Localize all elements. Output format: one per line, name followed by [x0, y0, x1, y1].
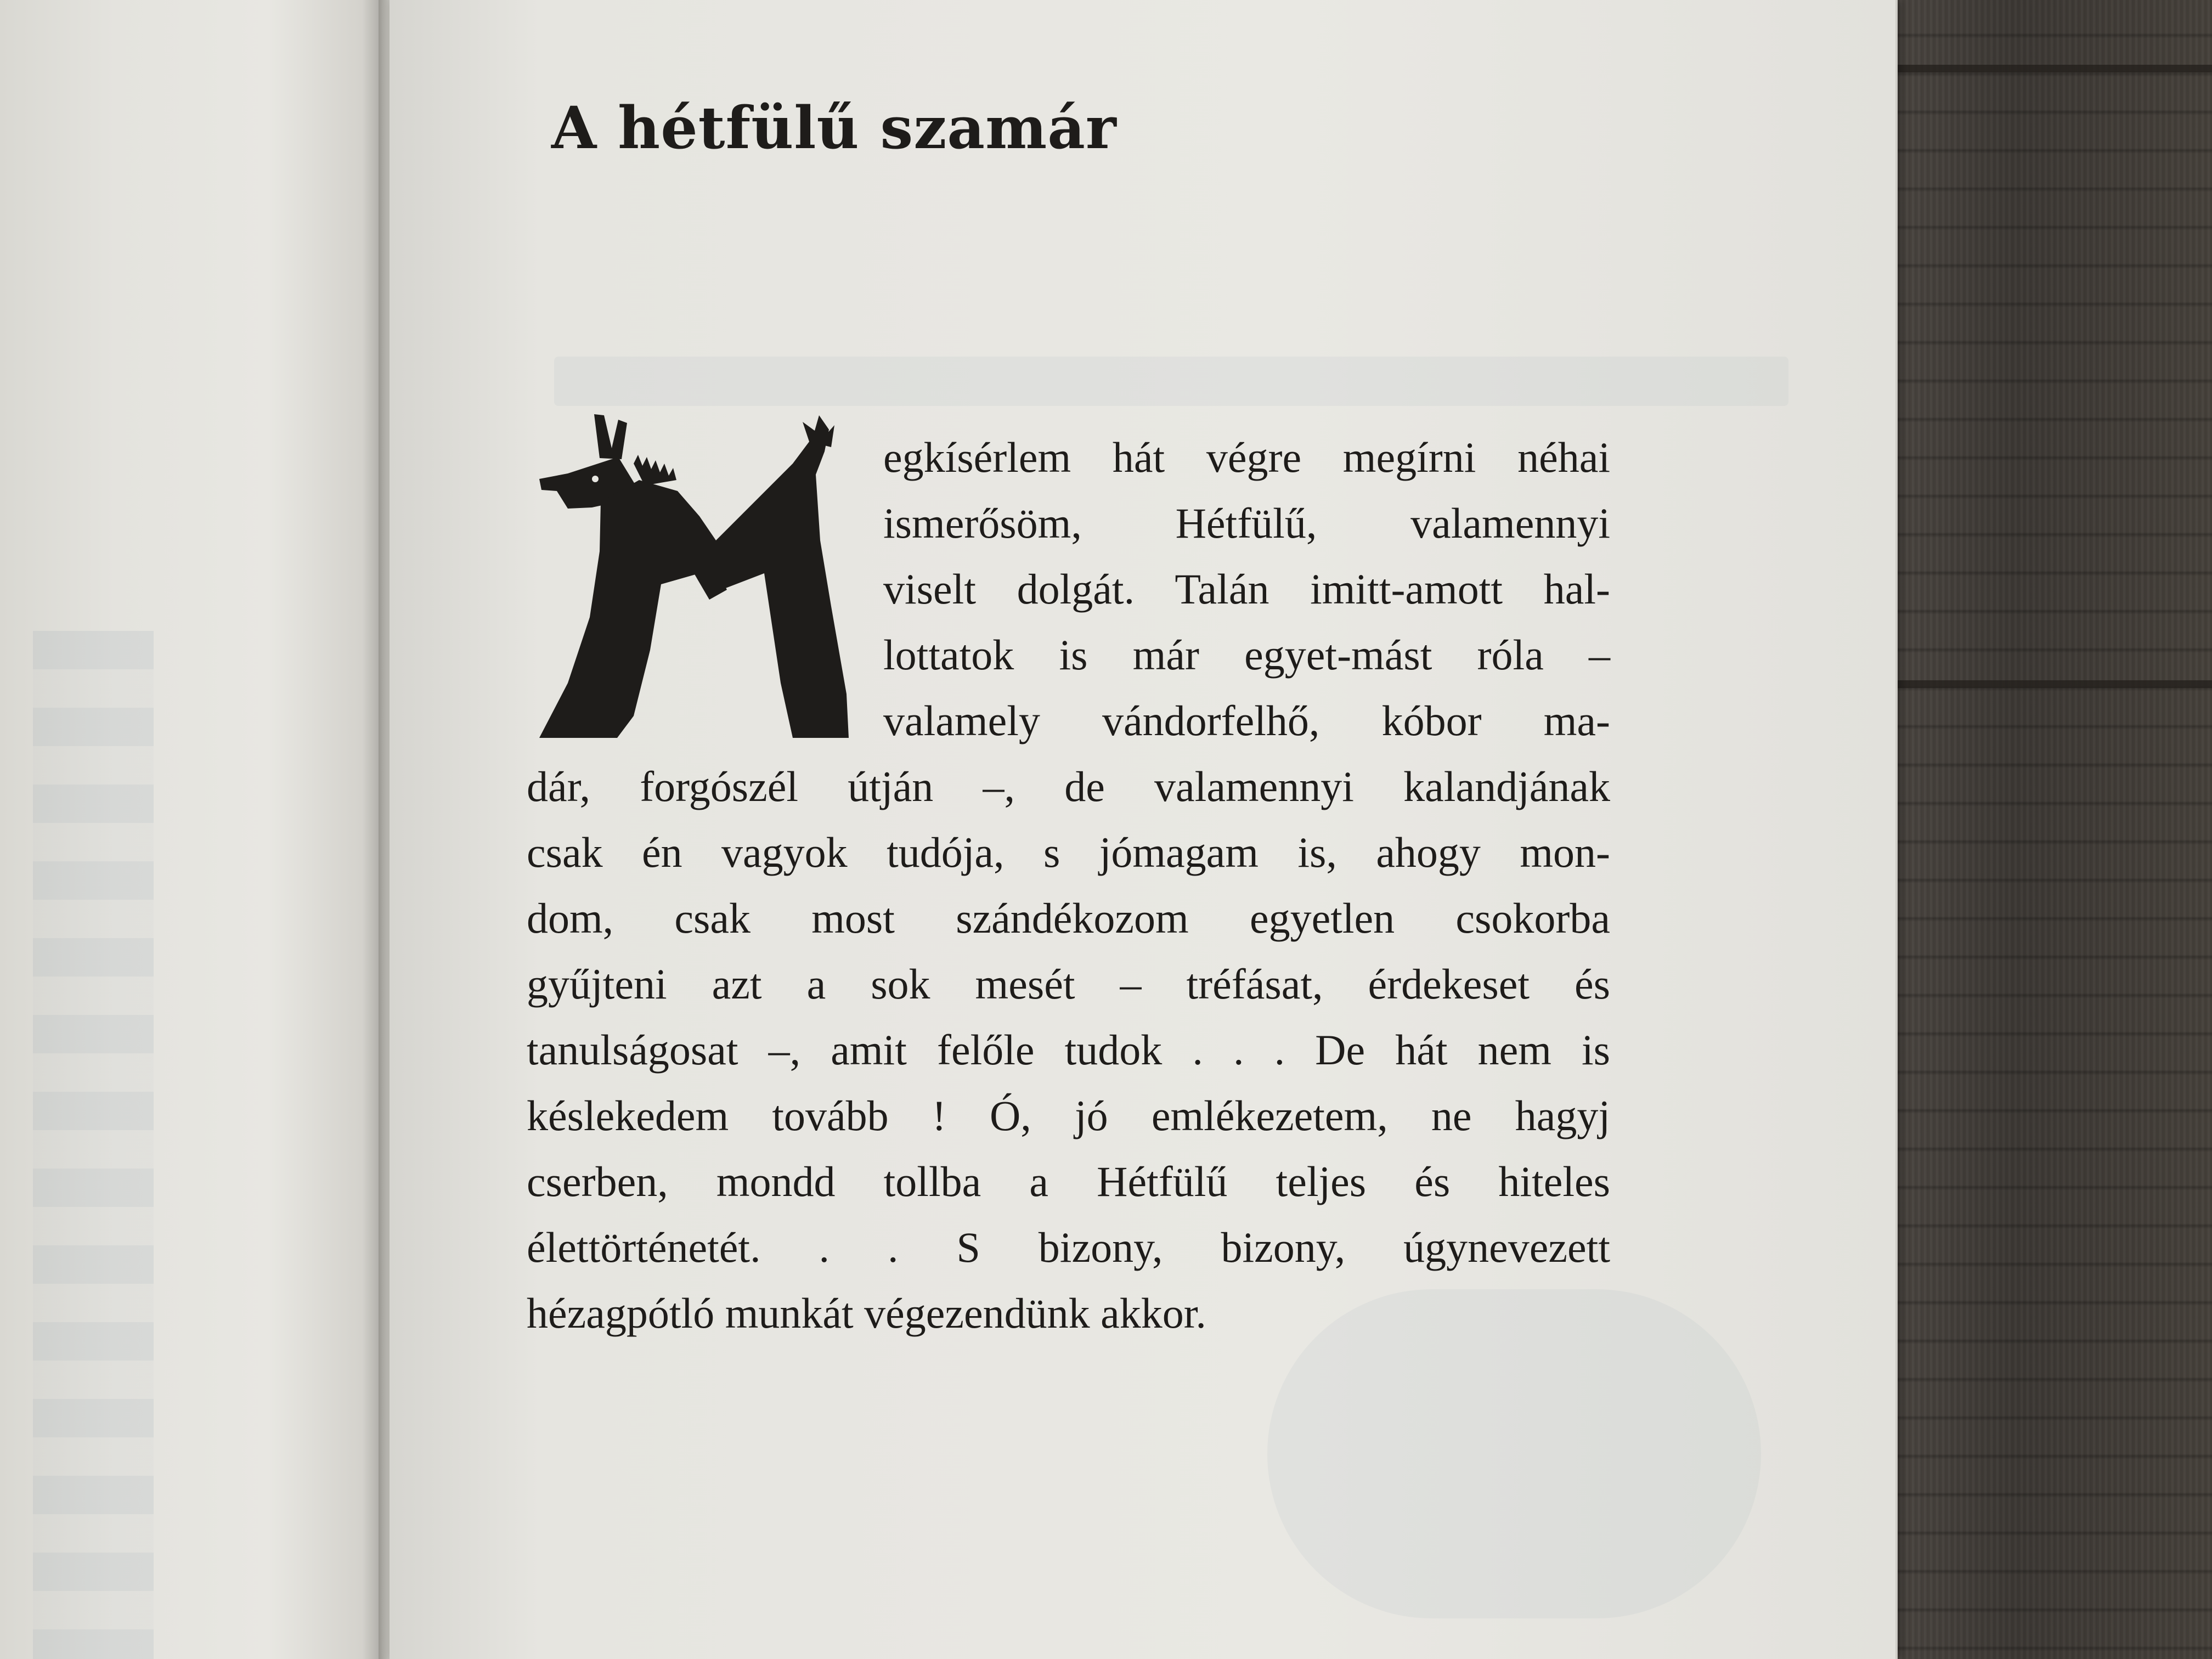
text-line: egkísérlem hát végre megírni néhai: [883, 433, 1610, 481]
table-seam: [1893, 65, 2212, 72]
donkey-letter-m-icon: [535, 409, 850, 738]
show-through-illustration: [1267, 1289, 1761, 1618]
text-line: hézagpótló munkát végezendünk akkor.: [527, 1289, 1206, 1337]
text-line: lottatok is már egyet-mást róla –: [883, 631, 1610, 679]
text-line: dom, csak most szándékozom egyetlen csokorba: [527, 894, 1610, 942]
left-page: [0, 0, 384, 1659]
chapter-title: A hétfülű szamár: [551, 93, 1117, 162]
text-line: élettörténetét. . . S bizony, bizony, úgynevezett: [527, 1223, 1610, 1271]
text-line: késlekedem tovább ! Ó, jó emlékezetem, ne hagyj: [527, 1092, 1610, 1139]
text-line: viselt dolgát. Talán imitt-amott hal-: [883, 565, 1610, 613]
text-line: gyűjteni azt a sok mesét – tréfásat, érdekeset és: [527, 960, 1610, 1008]
text-line: cserben, mondd tollba a Hétfülű teljes és hiteles: [527, 1158, 1610, 1205]
show-through-illustration: [33, 631, 154, 1659]
text-line: csak én vagyok tudója, s jómagam is, ahogy mon-: [527, 828, 1610, 876]
text-line: valamely vándorfelhő, kóbor ma-: [883, 697, 1610, 744]
text-line: dár, forgószél útján –, de valamennyi kalandjának: [527, 763, 1610, 810]
text-line: ismerősöm, Hétfülű, valamennyi: [883, 499, 1610, 547]
table-seam: [1893, 680, 2212, 688]
show-through-text: [554, 357, 1788, 406]
wooden-table: [1882, 0, 2212, 1659]
text-line: tanulságosat –, amit felőle tudok . . . De hát nem is: [527, 1026, 1610, 1074]
